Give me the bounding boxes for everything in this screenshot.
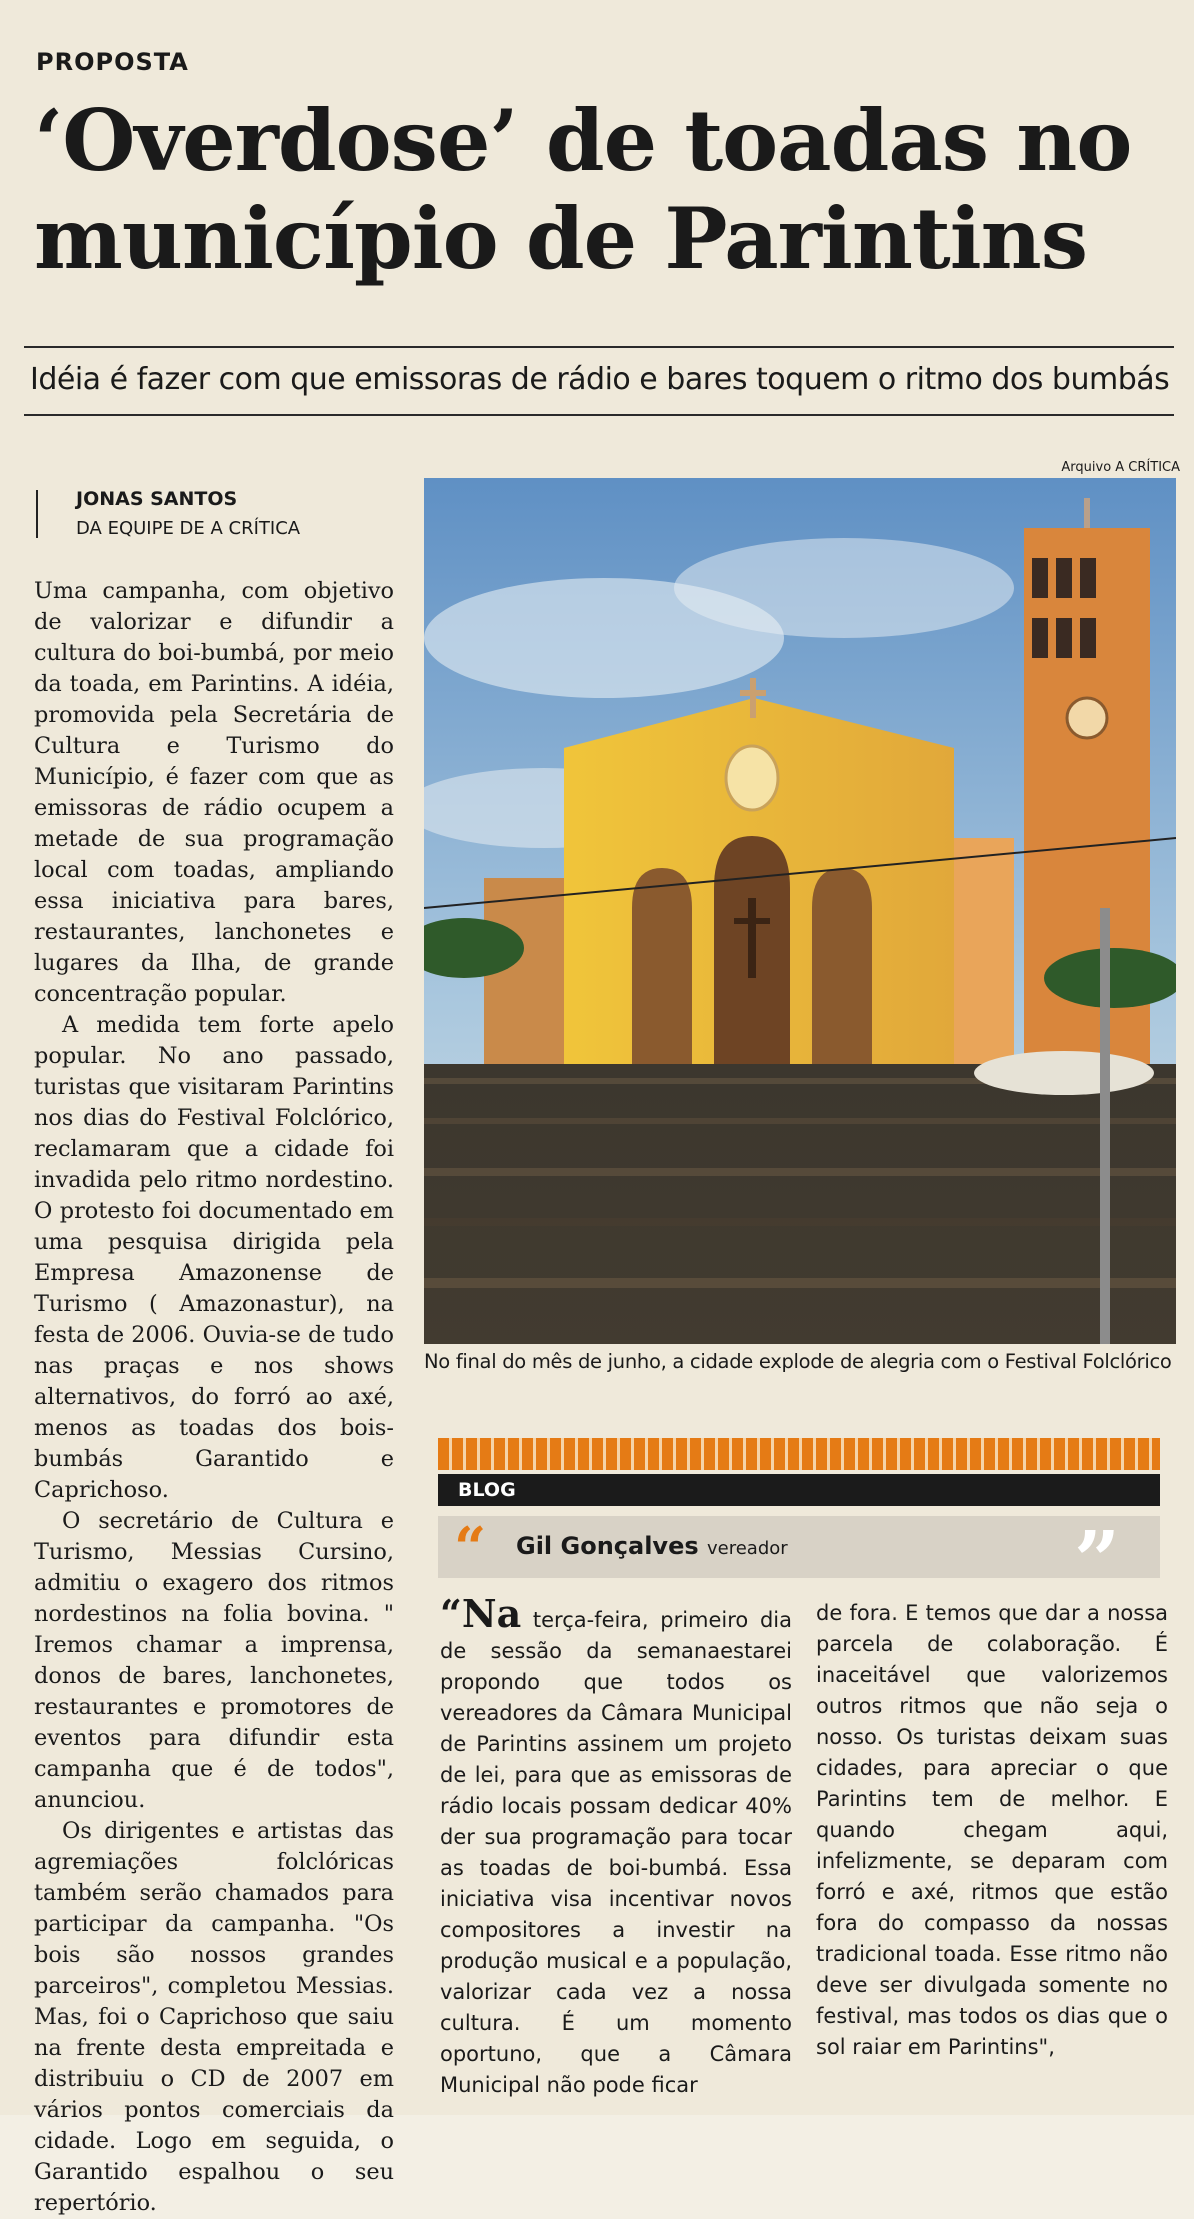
divider <box>24 414 1174 416</box>
blog-column-1 <box>440 1591 792 2101</box>
cathedral-crowd-photo <box>424 478 1176 1344</box>
byline-rule <box>36 490 38 538</box>
photo-caption: No final do mês de junho, a cidade explode de alegria com o Festival Folclórico <box>424 1350 1172 1373</box>
blog-lead-quote: “Na <box>440 1591 522 1636</box>
section-kicker: PROPOSTA <box>36 48 189 76</box>
divider <box>24 346 1174 348</box>
close-quote-icon: ” <box>1074 1513 1121 1607</box>
article-body <box>34 576 394 2219</box>
blog-author-role: vereador <box>707 1538 788 1559</box>
open-quote-icon: “ <box>454 1515 487 1581</box>
paragraph: Uma campanha, com objetivo de valorizar e difundir a cultura do boi-bumbá, por meio da toada, em Parintins. A idéia, promovida pela Secretária de Cultura e Turismo do Município, é fazer com que as emissoras de rádio ocupem a metade de sua programação local com toadas, ampliando essa iniciativa para bares, restaurantes, lanchonetes e lugares da Ilha, de grande concentração popular. <box>34 578 394 1007</box>
paragraph: O secretário de Cultura e Turismo, Messias Cursino, admitiu o exagero dos ritmos nordestinos na folia bovina. " Iremos chamar a imprensa, donos de bares, lanchonetes, restaurantes e promotores de eventos para difundir esta campanha que é de todos", anunciou. <box>34 1508 394 1813</box>
blog-column-2: de fora. E temos que dar a nossa parcela de colaboração. É inaceitável que valorizemos outros ritmos que não seja o nosso. Os turistas deixam suas cidades, para apreciar o que Parintins tem de melhor. E quando chegam aqui, infelizmente, se deparam com forró e axé, ritmos que estão fora do compasso da nossas tradicional toada. Esse ritmo não deve ser divulgada somente no festival, mas todos os dias que o sol raiar em Parintins", <box>816 1601 1168 2059</box>
blog-author-name: Gil Gonçalves <box>516 1532 699 1560</box>
photo-credit: Arquivo A CRÍTICA <box>1061 460 1180 475</box>
blog-stripe-bar <box>438 1438 1160 1470</box>
paragraph: Os dirigentes e artistas das agremiações folclóricas também serão chamados para participar da campanha. "Os bois são nossos grandes parceiros", completou Messias. Mas, foi o Caprichoso que saiu na frente desta empreitada e distribuiu o CD de 2007 em vários pontos comerciais da cidade. Logo em seguida, o Garantido espalhou o seu repertório. <box>34 1818 394 2216</box>
author-name: JONAS SANTOS <box>76 488 238 510</box>
subheadline: Idéia é fazer com que emissoras de rádio e bares toquem o ritmo dos bumbás <box>30 362 1170 397</box>
blog-text-1: terça-feira, primeiro dia de sessão da semanaestarei propondo que todos os vereadores da Câmara Municipal de Parintins assinem um projeto de lei, para que as emissoras de rádio locais possam dedicar 40% der sua programação para tocar as toadas de boi-bumbá. Essa iniciativa visa incentivar novos compositores a investir na produção musical e a população, valorizar cada vez a nossa cultura. É um momento oportuno, que a Câmara Municipal não pode ficar <box>440 1608 792 2097</box>
blog-label: BLOG <box>438 1474 1160 1506</box>
author-team: DA EQUIPE DE A CRÍTICA <box>76 518 301 539</box>
photo-illustration <box>424 478 1176 1344</box>
headline: ‘Overdose’ de toadas no município de Parintins <box>34 91 1132 288</box>
paragraph: A medida tem forte apelo popular. No ano passado, turistas que visitaram Parintins nos dias do Festival Folclórico, reclamaram que a cidade foi invadida pelo ritmo nordestino. O protesto foi documentado em uma pesquisa dirigida pela Empresa Amazonense de Turismo ( Amazonastur), na festa de 2006. Ouvia-se de tudo nas praças e nos shows alternativos, do forró ao axé, menos as toadas dos bois-bumbás Garantido e Caprichoso. <box>34 1012 394 1503</box>
blog-author <box>516 1532 788 1560</box>
